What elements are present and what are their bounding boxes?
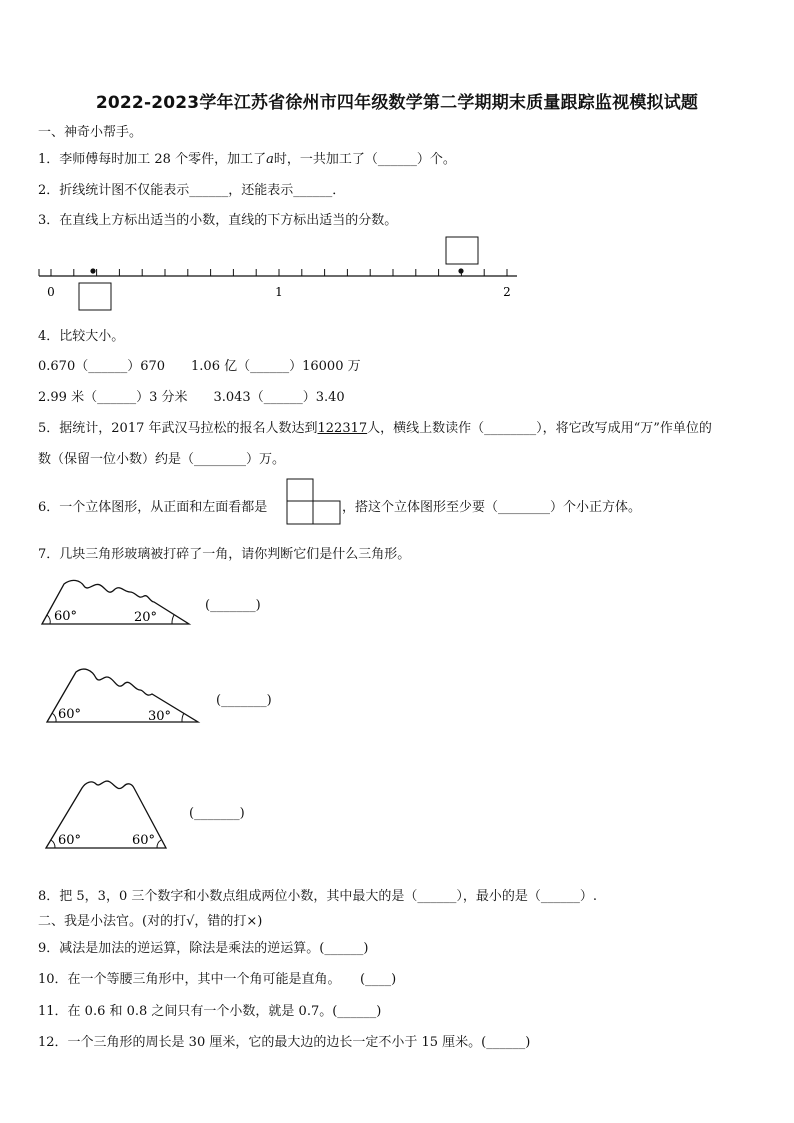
number-line-point-lower	[90, 268, 95, 273]
triangle-3-answer-blank[interactable]: (_______)	[189, 806, 245, 821]
question-2: 2．折线统计图不仅能表示______，还能表示______．	[38, 183, 346, 198]
triangle-3-left-angle: 60°	[58, 833, 82, 848]
broken-triangle-3	[38, 772, 173, 852]
triangle-1-left-angle: 60°	[54, 609, 78, 624]
question-1-text: 1．李师傅每时加工 28 个零件，加工了	[38, 152, 267, 167]
answer-box-below[interactable]	[79, 283, 111, 310]
number-line-ticks	[39, 269, 507, 276]
section-1-heading: 一、神奇小帮手。	[38, 125, 143, 140]
question-1-rest: 时，一共加工了（______）个。	[273, 152, 456, 167]
number-line-label-1: 1	[275, 285, 283, 299]
answer-box-above[interactable]	[446, 237, 478, 264]
question-5-number: 122317	[317, 421, 368, 436]
number-line-point-upper	[458, 268, 463, 273]
question-5-line-1	[38, 417, 712, 436]
question-4: 4．比较大小。	[38, 329, 125, 344]
question-4-row-2: 2.99 米（______）3 分米 3.043（______）3.40	[38, 390, 345, 405]
question-5-text-a: 5．据统计，2017 年武汉马拉松的报名人数达到	[38, 421, 318, 436]
question-9: 9．减法是加法的逆运算，除法是乘法的逆运算。(______)	[38, 941, 369, 956]
page-title: 2022-2023学年江苏省徐州市四年级数学第二学期期末质量跟踪监视模拟试题	[95, 93, 699, 113]
question-4-row-1: 0.670（______）670 1.06 亿（______）16000 万	[38, 359, 361, 374]
triangle-2-answer-blank[interactable]: (_______)	[216, 693, 272, 708]
question-10: 10．在一个等腰三角形中，其中一个角可能是直角。 (____)	[38, 972, 397, 987]
number-line-figure	[30, 230, 530, 315]
question-6-text-b: ，搭这个立体图形至少要（________）个小正方体。	[342, 500, 642, 515]
triangle-1-right-angle: 20°	[134, 610, 158, 625]
number-line-label-0: 0	[47, 285, 55, 299]
triangle-2-left-angle: 60°	[58, 707, 82, 722]
question-3: 3．在直线上方标出适当的小数，直线的下方标出适当的分数。	[38, 213, 398, 228]
section-2-heading: 二、我是小法官。(对的打√，错的打×)	[38, 914, 263, 929]
question-5-line-2: 数（保留一位小数）约是（________）万。	[38, 452, 286, 467]
triangle-1-answer-blank[interactable]: (_______)	[205, 598, 261, 613]
triangle-2-right-angle: 30°	[148, 709, 172, 724]
question-12: 12．一个三角形的周长是 30 厘米，它的最大边的边长一定不小于 15 厘米。(______)	[38, 1035, 531, 1050]
question-11: 11．在 0.6 和 0.8 之间只有一个小数，就是 0.7。(______)	[38, 1004, 382, 1019]
broken-triangle-1	[38, 572, 198, 630]
broken-triangle-2	[38, 660, 208, 728]
question-8: 8．把 5，3，0 三个数字和小数点组成两位小数，其中最大的是（______），最小的是（______）.	[38, 889, 597, 904]
number-line-label-2: 2	[503, 285, 511, 299]
question-1-variable: a	[266, 152, 274, 167]
triangle-3-right-angle: 60°	[132, 833, 156, 848]
question-5-text-b: 人，横线上数读作（________），将它改写成用“万”作单位的	[367, 421, 712, 436]
cube-view-figure	[286, 478, 342, 526]
question-7: 7．几块三角形玻璃被打碎了一角，请你判断它们是什么三角形。	[38, 547, 411, 562]
question-6-text-a: 6．一个立体图形，从正面和左面看都是	[38, 500, 268, 515]
question-1	[38, 148, 456, 167]
